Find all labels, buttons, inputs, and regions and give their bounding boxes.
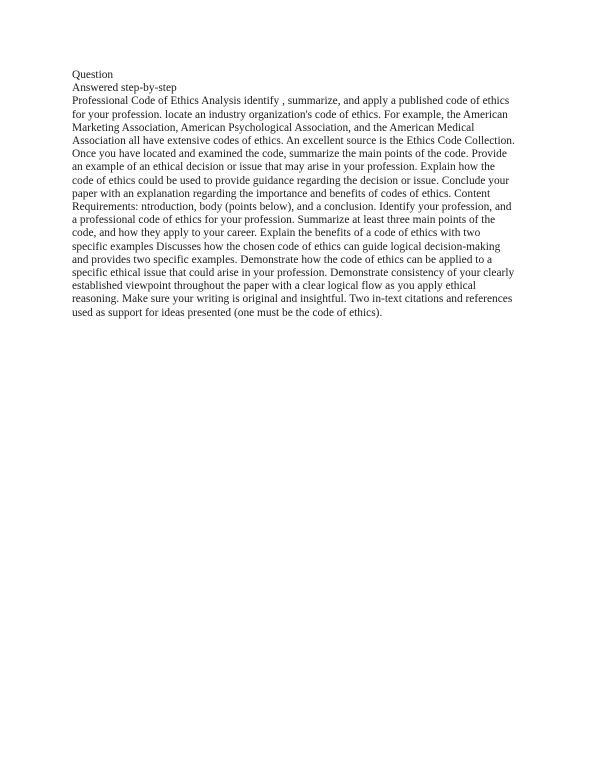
body-line: for your profession. locate an industry organization's code of ethics. For example, the American: [72, 108, 508, 121]
document-body: [72, 69, 540, 320]
body-line: a professional code of ethics for your profession. Summarize at least three main points of the: [72, 214, 496, 227]
body-line: established viewpoint throughout the paper with a clear logical flow as you apply ethical: [72, 280, 476, 293]
body-line: specific ethical issue that could arise in your profession. Demonstrate consistency of your clearly: [72, 267, 515, 280]
body-line: an example of an ethical decision or issue that may arise in your profession. Explain how the: [72, 161, 495, 174]
body-line: used as support for ideas presented (one must be the code of ethics).: [72, 306, 383, 319]
body-line: paper with an explanation regarding the importance and benefits of codes of ethics. Content: [72, 187, 491, 200]
body-line: Professional Code of Ethics Analysis identify , summarize, and apply a published code of ethics: [72, 95, 510, 108]
body-line: code of ethics could be used to provide guidance regarding the decision or issue. Conclude your: [72, 174, 510, 187]
question-heading: Question: [72, 69, 114, 81]
body-line: Once you have located and examined the code, summarize the main points of the code. Provide: [72, 148, 507, 161]
body-line: and provides two specific examples. Demonstrate how the code of ethics can be applied to a: [72, 253, 493, 266]
body-line: Association all have extensive codes of ethics. An excellent source is the Ethics Code Collection.: [72, 135, 515, 148]
body-line: Marketing Association, American Psychological Association, and the American Medical: [72, 121, 475, 134]
body-line: specific examples Discusses how the chosen code of ethics can guide logical decision-making: [72, 240, 501, 253]
body-line: Requirements: ntroduction, body (points below), and a conclusion. Identify your profession, and: [72, 201, 512, 214]
body-line: reasoning. Make sure your writing is original and insightful. Two in-text citations and references: [72, 293, 513, 306]
answer-status: Answered step-by-step: [72, 82, 177, 95]
body-line: code, and how they apply to your career. Explain the benefits of a code of ethics with two: [72, 227, 481, 240]
